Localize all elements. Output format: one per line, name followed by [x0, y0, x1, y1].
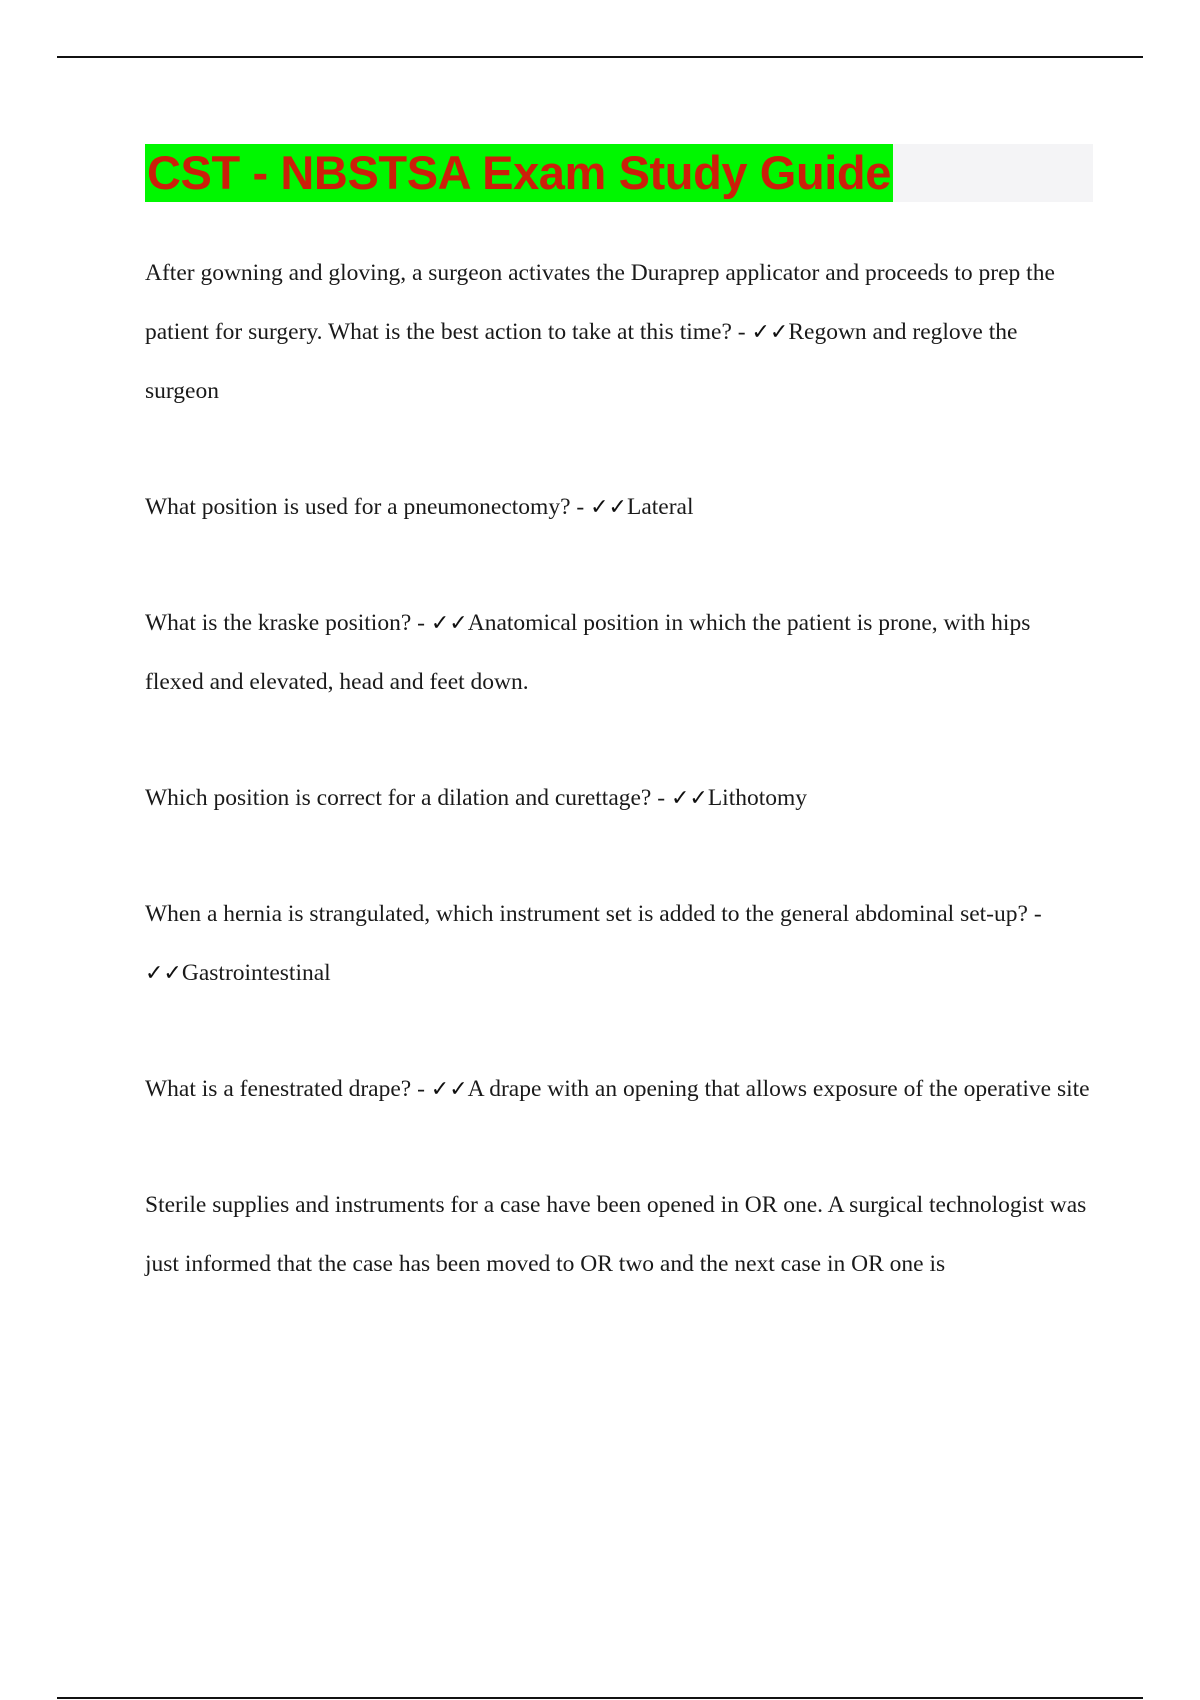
- question-text: When a hernia is strangulated, which instrument set is added to the general abdominal set-up?: [145, 901, 1028, 927]
- qa-item-6: [145, 1060, 1093, 1119]
- question-text: Sterile supplies and instruments for a case have been opened in OR one. A surgical technologist was just informed that the case has been moved to OR two and the next case in OR one is: [145, 1192, 1087, 1277]
- qa-item-7: [145, 1176, 1093, 1294]
- question-text: What is the kraske position?: [145, 610, 412, 636]
- qa-list: [145, 244, 1093, 1294]
- separator: -: [651, 785, 671, 811]
- answer-text: Lithotomy: [707, 785, 808, 811]
- double-check-icon: ✓✓: [670, 786, 708, 811]
- separator: -: [1027, 901, 1042, 927]
- separator: -: [411, 1076, 431, 1102]
- header-rule: [57, 56, 1143, 58]
- question-text: What position is used for a pneumonectomy?: [145, 494, 571, 520]
- double-check-icon: ✓✓: [430, 611, 468, 636]
- double-check-icon: ✓✓: [590, 495, 627, 520]
- separator: -: [411, 610, 431, 636]
- answer-text: Lateral: [626, 494, 694, 520]
- qa-item-4: [145, 769, 1093, 828]
- double-check-icon: ✓✓: [430, 1077, 468, 1102]
- question-text: What is a fenestrated drape?: [145, 1076, 412, 1102]
- double-check-icon: ✓✓: [145, 961, 182, 986]
- separator: -: [570, 494, 591, 520]
- question-text: Which position is correct for a dilation and curettage?: [145, 785, 652, 811]
- answer-text: A drape with an opening that allows exposure of the operative site: [467, 1076, 1090, 1102]
- question-text: After gowning and gloving, a surgeon activates the Duraprep applicator and proceeds to prep the patient for surgery. What is the best action to take at this time?: [145, 260, 1055, 345]
- separator: -: [731, 319, 752, 345]
- document-title: CST - NBSTSA Exam Study Guide: [145, 144, 893, 202]
- qa-item-2: [145, 478, 1093, 537]
- answer-text: Gastrointestinal: [181, 960, 331, 986]
- answer-text: Anatomical position in which the patient is prone, with hips flexed and elevated, head and feet down.: [145, 610, 1031, 695]
- qa-item-3: [145, 594, 1093, 712]
- double-check-icon: ✓✓: [751, 320, 789, 345]
- qa-item-1: [145, 244, 1093, 421]
- footer-rule: [57, 1697, 1143, 1699]
- answer-text: Regown and reglove the surgeon: [145, 319, 1018, 404]
- qa-item-5: [145, 885, 1093, 1003]
